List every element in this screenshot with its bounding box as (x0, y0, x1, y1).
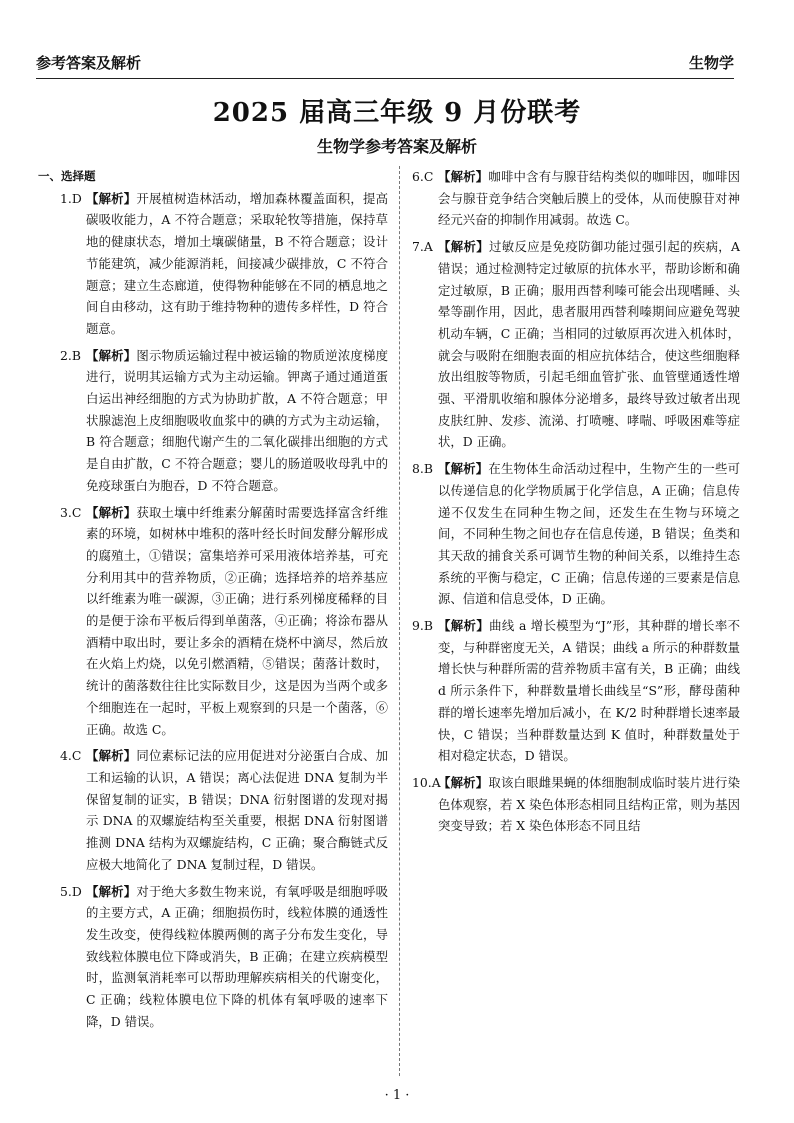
item-number: 4.C (60, 748, 82, 764)
answer-item-9 (412, 615, 740, 767)
answer-item-2 (60, 345, 388, 497)
right-column (412, 166, 740, 1076)
analysis-tag: 【解析】 (86, 883, 137, 899)
section-heading: 一、选择题 (38, 169, 96, 183)
item-number: 8.B (412, 461, 433, 477)
analysis-tag: 【解析】 (438, 461, 489, 477)
column-divider (399, 166, 400, 1076)
item-text: 取该白眼雌果蝇的体细胞制成临时装片进行染色体观察，若 X 染色体形态相同且结构正常，则为基因突变导致；若 X 染色体形态不同且结 (438, 774, 741, 834)
item-text: 过敏反应是免疫防御功能过强引起的疾病，A 错误；通过检测特定过敏原的抗体水平，帮助诊断和确定过敏原，B 正确；服用西替利嗪可能会出现嗜睡、头晕等副作用，因此，患者服用西替利嗪期间应避免驾驶机动车辆，C 正确；当相同的过敏原再次进入机体时，就会与吸附在细胞表面的相应抗体结合，使这些细胞释放出组胺等物质，引起毛细血管扩张、血管壁通透性增强、平滑肌收缩和腺体分泌增多，最终导致过敏者出现皮肤红肿、发疹、流涕、打喷嚏、哮喘、呼吸困难等症状，D 正确。 (438, 239, 740, 450)
running-header (36, 52, 734, 78)
item-text: 获取土壤中纤维素分解菌时需要选择富含纤维素的环境，如树林中堆积的落叶经长时间发酵分解形成的腐殖土，①错误；富集培养可采用液体培养基，可充分利用其中的营养物质，②正确；选择培养的培养基应以纤维素为唯一碳源，③正确；进行系列梯度稀释的目的是便于涂布平板后得到单菌落，④正确；将涂布器从酒精中取出时，要让多余的酒精在烧杯中滴尽，然后放在火焰上灼烧，以免引燃酒精，⑤错误；菌落计数时，统计的菌落数往往比实际数目少，这是因为当两个或多个细胞连在一起时，平板上观察到的只是一个菌落，⑥正确。故选 C。 (86, 504, 389, 737)
item-text: 曲线 a 增长模型为“J”形，其种群的增长率不变，与种群密度无关，A 错误；曲线 a 所示的种群数量增长快与种群所需的营养物质丰富有关，B 正确；曲线 d 所示条件下，种群数量增长曲线呈“S”形，酵母菌种群的增长速率先增加后减小，在 K/2 时种群增长速率最快，C 错误；当种群数量达到 K 值时，种群数量处于相对稳定状态，D 错误。 (438, 618, 740, 764)
item-text: 对于绝大多数生物来说，有氧呼吸是细胞呼吸的主要方式，A 正确；细胞损伤时，线粒体膜的通透性发生改变，使得线粒体膜两侧的离子分布发生变化，导致线粒体膜电位下降或消失，B 正确；在建立疾病模型时，监测氧消耗率可以帮助理解疾病相关的代谢变化，C 正确；线粒体膜电位下降的机体有氧呼吸的速率下降，D 错误。 (86, 883, 389, 1029)
answer-item-4 (60, 745, 388, 875)
left-column (38, 166, 389, 1076)
answer-item-10 (412, 772, 740, 837)
item-number: 5.D (60, 883, 82, 899)
item-text: 同位素标记法的应用促进对分泌蛋白合成、加工和运输的认识，A 错误；离心法促进 DNA 复制为半保留复制的证实，B 错误；DNA 衍射图谱的发现对揭示 DNA 的双螺旋结构至关重要，根据 DNA 衍射图谱推测 DNA 结构为双螺旋结构，C 正确；聚合酶链式反应极大地简化了 DNA 复制过程，D 错误。 (86, 748, 389, 872)
analysis-tag: 【解析】 (86, 748, 137, 764)
answer-item-6 (412, 166, 740, 231)
header-left: 参考答案及解析 (36, 54, 142, 72)
answer-item-1 (60, 188, 388, 340)
header-rule (36, 78, 734, 79)
item-number: 1.D (60, 190, 82, 206)
item-number: 3.C (60, 504, 82, 520)
answer-item-8 (412, 458, 740, 610)
analysis-tag: 【解析】 (438, 239, 489, 255)
answer-item-7 (412, 236, 740, 453)
page-subtitle: 生物学参考答案及解析 (316, 137, 477, 156)
item-text: 咖啡中含有与腺苷结构类似的咖啡因，咖啡因会与腺苷竞争结合突触后膜上的受体，从而使腺苷对神经元兴奋的抑制作用减弱。故选 C。 (438, 169, 741, 228)
page-title: 2025 届高三年级 9 月份联考 (212, 98, 582, 128)
item-text: 在生物体生命活动过程中，生物产生的一些可以传递信息的化学物质属于化学信息，A 正确；信息传递不仅发生在同种生物之间，还发生在生物与环境之间，不同种生物之间也存在信息传递，B 错误；鱼类和其天敌的捕食关系可调节生物的种间关系，以维持生态系统的平衡与稳定，C 正确；信息传递的三要素是信息源、信道和信息受体，D 正确。 (438, 461, 741, 607)
header-subject: 生物学 (688, 54, 734, 72)
item-number: 9.B (412, 618, 433, 634)
item-text: 开展植树造林活动，增加森林覆盖面积，提高碳吸收能力，A 不符合题意；采取轮牧等措施，保持草地的健康状态，增加土壤碳储量，B 不符合题意；设计节能建筑，减少能源消耗，间接减少碳排放，C 不符合题意；建立生态廊道，使得物种能够在不同的栖息地之间自由移动，这有助于维持物种的遗传多样性，D 符合题意。 (86, 190, 389, 336)
item-text: 图示物质运输过程中被运输的物质逆浓度梯度进行，说明其运输方式为主动运输。钾离子通过通道蛋白运出神经细胞的方式为协助扩散，A 不符合题意；甲状腺滤泡上皮细胞吸收血浆中的碘的方式为主动运输，B 符合题意；细胞代谢产生的二氧化碳排出细胞的方式是自由扩散，C 不符合题意；婴儿的肠道吸收母乳中的免疫球蛋白为胞吞，D 不符合题意。 (86, 347, 389, 493)
answer-item-3 (60, 502, 388, 741)
item-number: 7.A (412, 239, 433, 255)
analysis-tag: 【解析】 (86, 347, 137, 363)
analysis-tag: 【解析】 (86, 504, 137, 520)
analysis-tag: 【解析】 (438, 169, 489, 184)
item-number: 6.C (412, 169, 434, 184)
analysis-tag: 【解析】 (86, 190, 137, 206)
item-number: 2.B (60, 347, 81, 363)
page-number: · 1 · (384, 1088, 410, 1103)
answer-item-5 (60, 881, 388, 1033)
item-number: 10.A (412, 774, 441, 790)
analysis-tag: 【解析】 (438, 618, 490, 634)
analysis-tag: 【解析】 (438, 774, 489, 790)
